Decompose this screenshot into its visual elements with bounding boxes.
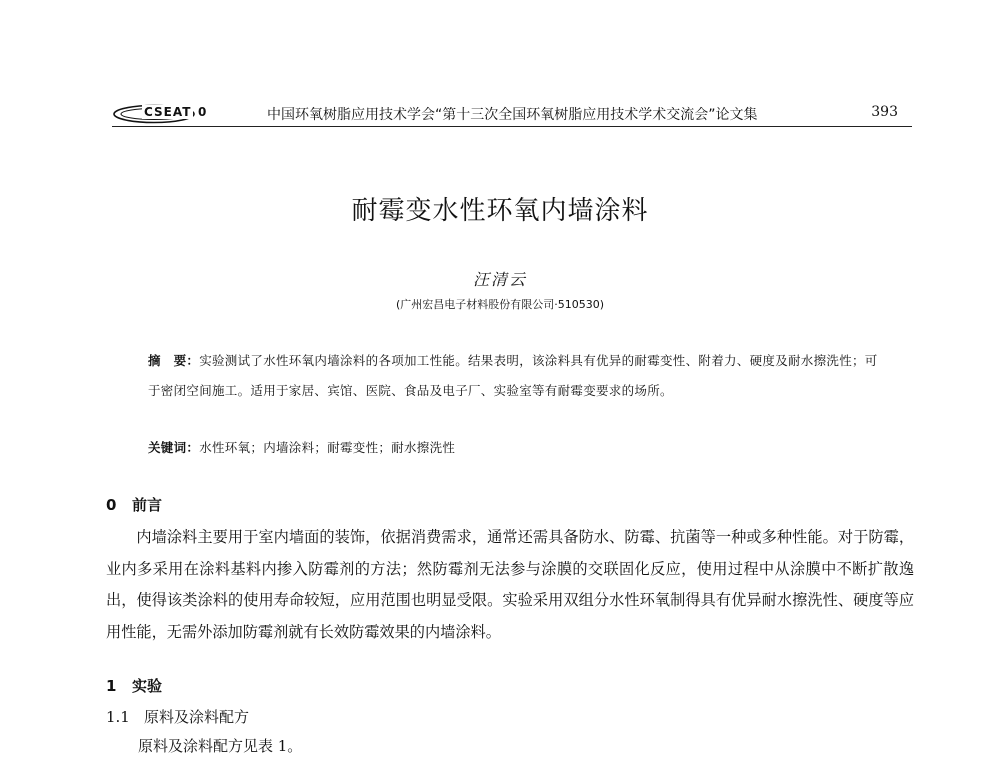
collection-title: 中国环氧树脂应用技术学会“第十三次全国环氧树脂应用技术学术交流会”论文集 bbox=[267, 107, 758, 123]
section-title: 前言 bbox=[132, 496, 163, 514]
section-title: 实验 bbox=[132, 677, 163, 695]
society-logo bbox=[112, 104, 208, 124]
affiliation: (广州宏昌电子材料股份有限公司·510530) bbox=[395, 298, 605, 311]
section-heading-preface bbox=[106, 494, 162, 515]
abstract bbox=[148, 346, 878, 406]
subsection-title: 原料及涂料配方 bbox=[144, 708, 250, 726]
page-number: 393 bbox=[871, 104, 898, 120]
paper-title: 耐霉变水性环氧内墙涂料 bbox=[351, 196, 649, 226]
logo-text: CSEAT bbox=[144, 105, 192, 119]
running-header bbox=[112, 104, 912, 126]
abstract-label: 摘 要： bbox=[148, 353, 200, 368]
abstract-text: 实验测试了水性环氧内墙涂料的各项加工性能。结果表明，该涂料具有优异的耐霉变性、附着力、硬度及耐水擦洗性；可于密闭空间施工。适用于家居、宾馆、医院、食品及电子厂、实验室等有耐霉变要求的场所。 bbox=[148, 353, 878, 398]
logo-suffix: 0 bbox=[198, 105, 207, 119]
author-name: 汪清云 bbox=[472, 270, 527, 289]
subsection-heading bbox=[106, 706, 249, 727]
subsection-text: 原料及涂料配方见表 1。 bbox=[138, 737, 303, 755]
keywords-label: 关键词： bbox=[148, 440, 200, 455]
preface-paragraph: 内墙涂料主要用于室内墙面的装饰，依据消费需求，通常还需具备防水、防霉、抗菌等一种或多种性能。对于防霉，业内多采用在涂料基料内掺入防霉剂的方法；然防霉剂无法参与涂膜的交联固化反应，使用过程中从涂膜中不断扩散逸出，使得该类涂料的使用寿命较短，应用范围也明显受限。实验采用双组分水性环氧制得具有优异耐水擦洗性、硬度等应用性能，无需外添加防霉剂就有长效防霉效果的内墙涂料。 bbox=[106, 528, 914, 641]
section-number: 1 bbox=[106, 677, 117, 695]
subsection-number: 1.1 bbox=[106, 708, 130, 726]
section-number: 0 bbox=[106, 496, 117, 514]
header-rule bbox=[112, 126, 912, 127]
section-heading-experiment bbox=[106, 675, 162, 696]
keywords bbox=[148, 438, 878, 456]
keywords-text: 水性环氧；内墙涂料；耐霉变性；耐水擦洗性 bbox=[199, 440, 456, 455]
